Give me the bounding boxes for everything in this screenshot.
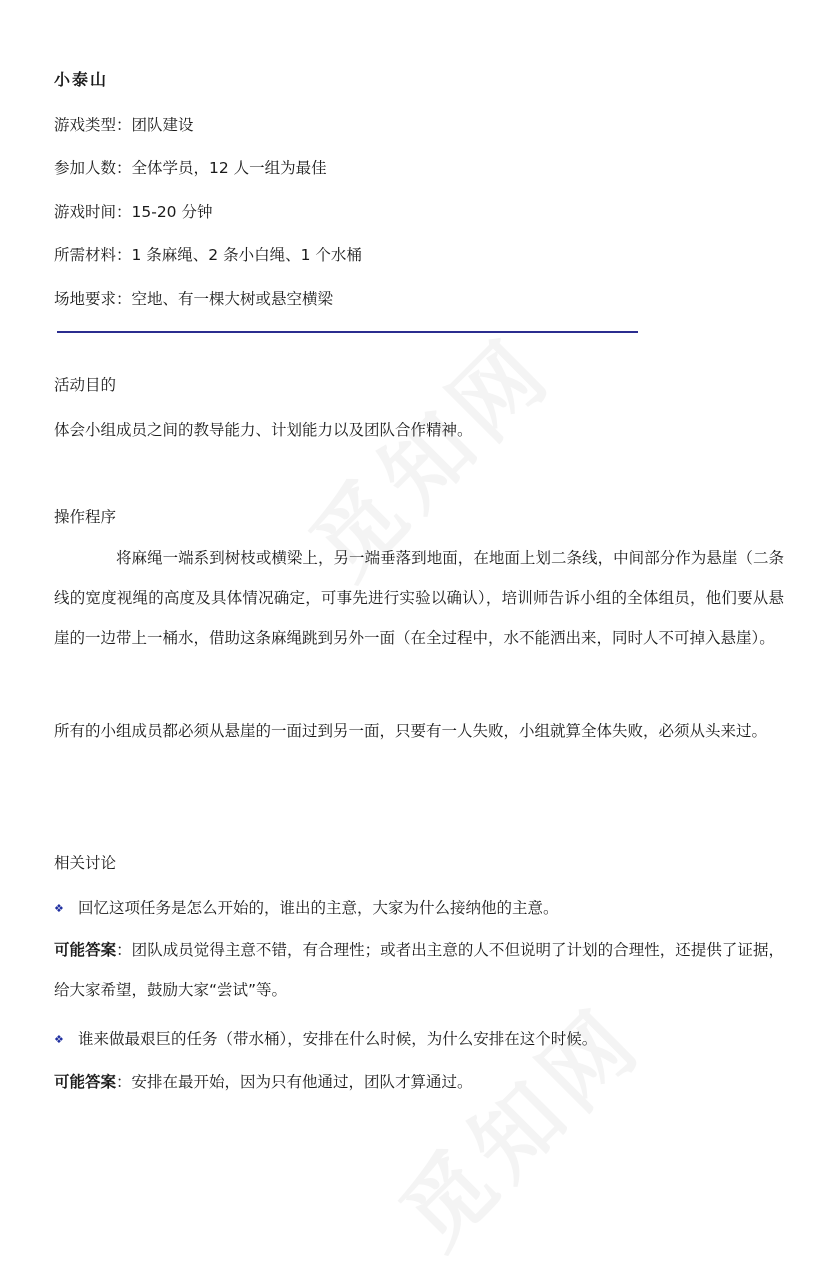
discussion-question-1 (54, 897, 559, 920)
question-text: 谁来做最艰巨的任务（带水桶），安排在什么时候，为什么安排在这个时候。 (78, 1030, 598, 1048)
purpose-text: 体会小组成员之间的教导能力、计划能力以及团队合作精神。 (54, 421, 473, 439)
discussion-answer-1 (54, 930, 784, 1010)
purpose-heading: 活动目的 (54, 376, 117, 394)
question-text: 回忆这项任务是怎么开始的，谁出的主意，大家为什么接纳他的主意。 (78, 899, 559, 917)
answer-label: 可能答案 (54, 941, 117, 959)
discussion-question-2 (54, 1028, 597, 1051)
duration: 游戏时间：15-20 分钟 (54, 203, 213, 221)
procedure-heading: 操作程序 (54, 508, 117, 526)
diamond-bullet-icon: ❖ (54, 902, 64, 915)
diamond-bullet-icon: ❖ (54, 1033, 64, 1046)
procedure-paragraph-1: 将麻绳一端系到树枝或横梁上，另一端垂落到地面，在地面上划二条线，中间部分作为悬崖（二条线的宽度视绳的高度及具体情况确定，可事先进行实验以确认），培训师告诉小组的全体组员，他们要从悬崖的一边带上一桶水，借助这条麻绳跳到另外一面（在全过程中，水不能洒出来，同时人不可掉入悬崖）。 (54, 549, 784, 647)
game-type: 游戏类型：团队建设 (54, 116, 194, 134)
answer-text: ：安排在最开始，因为只有他通过，团队才算通过。 (116, 1073, 473, 1091)
page-title: 小泰山 (54, 70, 109, 89)
answer-label: 可能答案 (54, 1073, 117, 1091)
materials: 所需材料：1 条麻绳、2 条小白绳、1 个水桶 (54, 246, 362, 264)
answer-text: ：团队成员觉得主意不错，有合理性；或者出主意的人不但说明了计划的合理性，还提供了证据，给大家希望，鼓励大家“尝试”等。 (54, 941, 784, 999)
participants: 参加人数：全体学员，12 人一组为最佳 (54, 159, 327, 177)
watermark-bottom (369, 975, 666, 1272)
procedure-paragraph-2: 所有的小组成员都必须从悬崖的一面过到另一面，只要有一人失败，小组就算全体失败，必须从头来过。 (54, 722, 768, 740)
venue: 场地要求：空地、有一棵大树或悬空横梁 (54, 290, 334, 308)
discussion-heading: 相关讨论 (54, 854, 117, 872)
section-divider (57, 331, 638, 333)
discussion-answer-2 (54, 1071, 473, 1093)
